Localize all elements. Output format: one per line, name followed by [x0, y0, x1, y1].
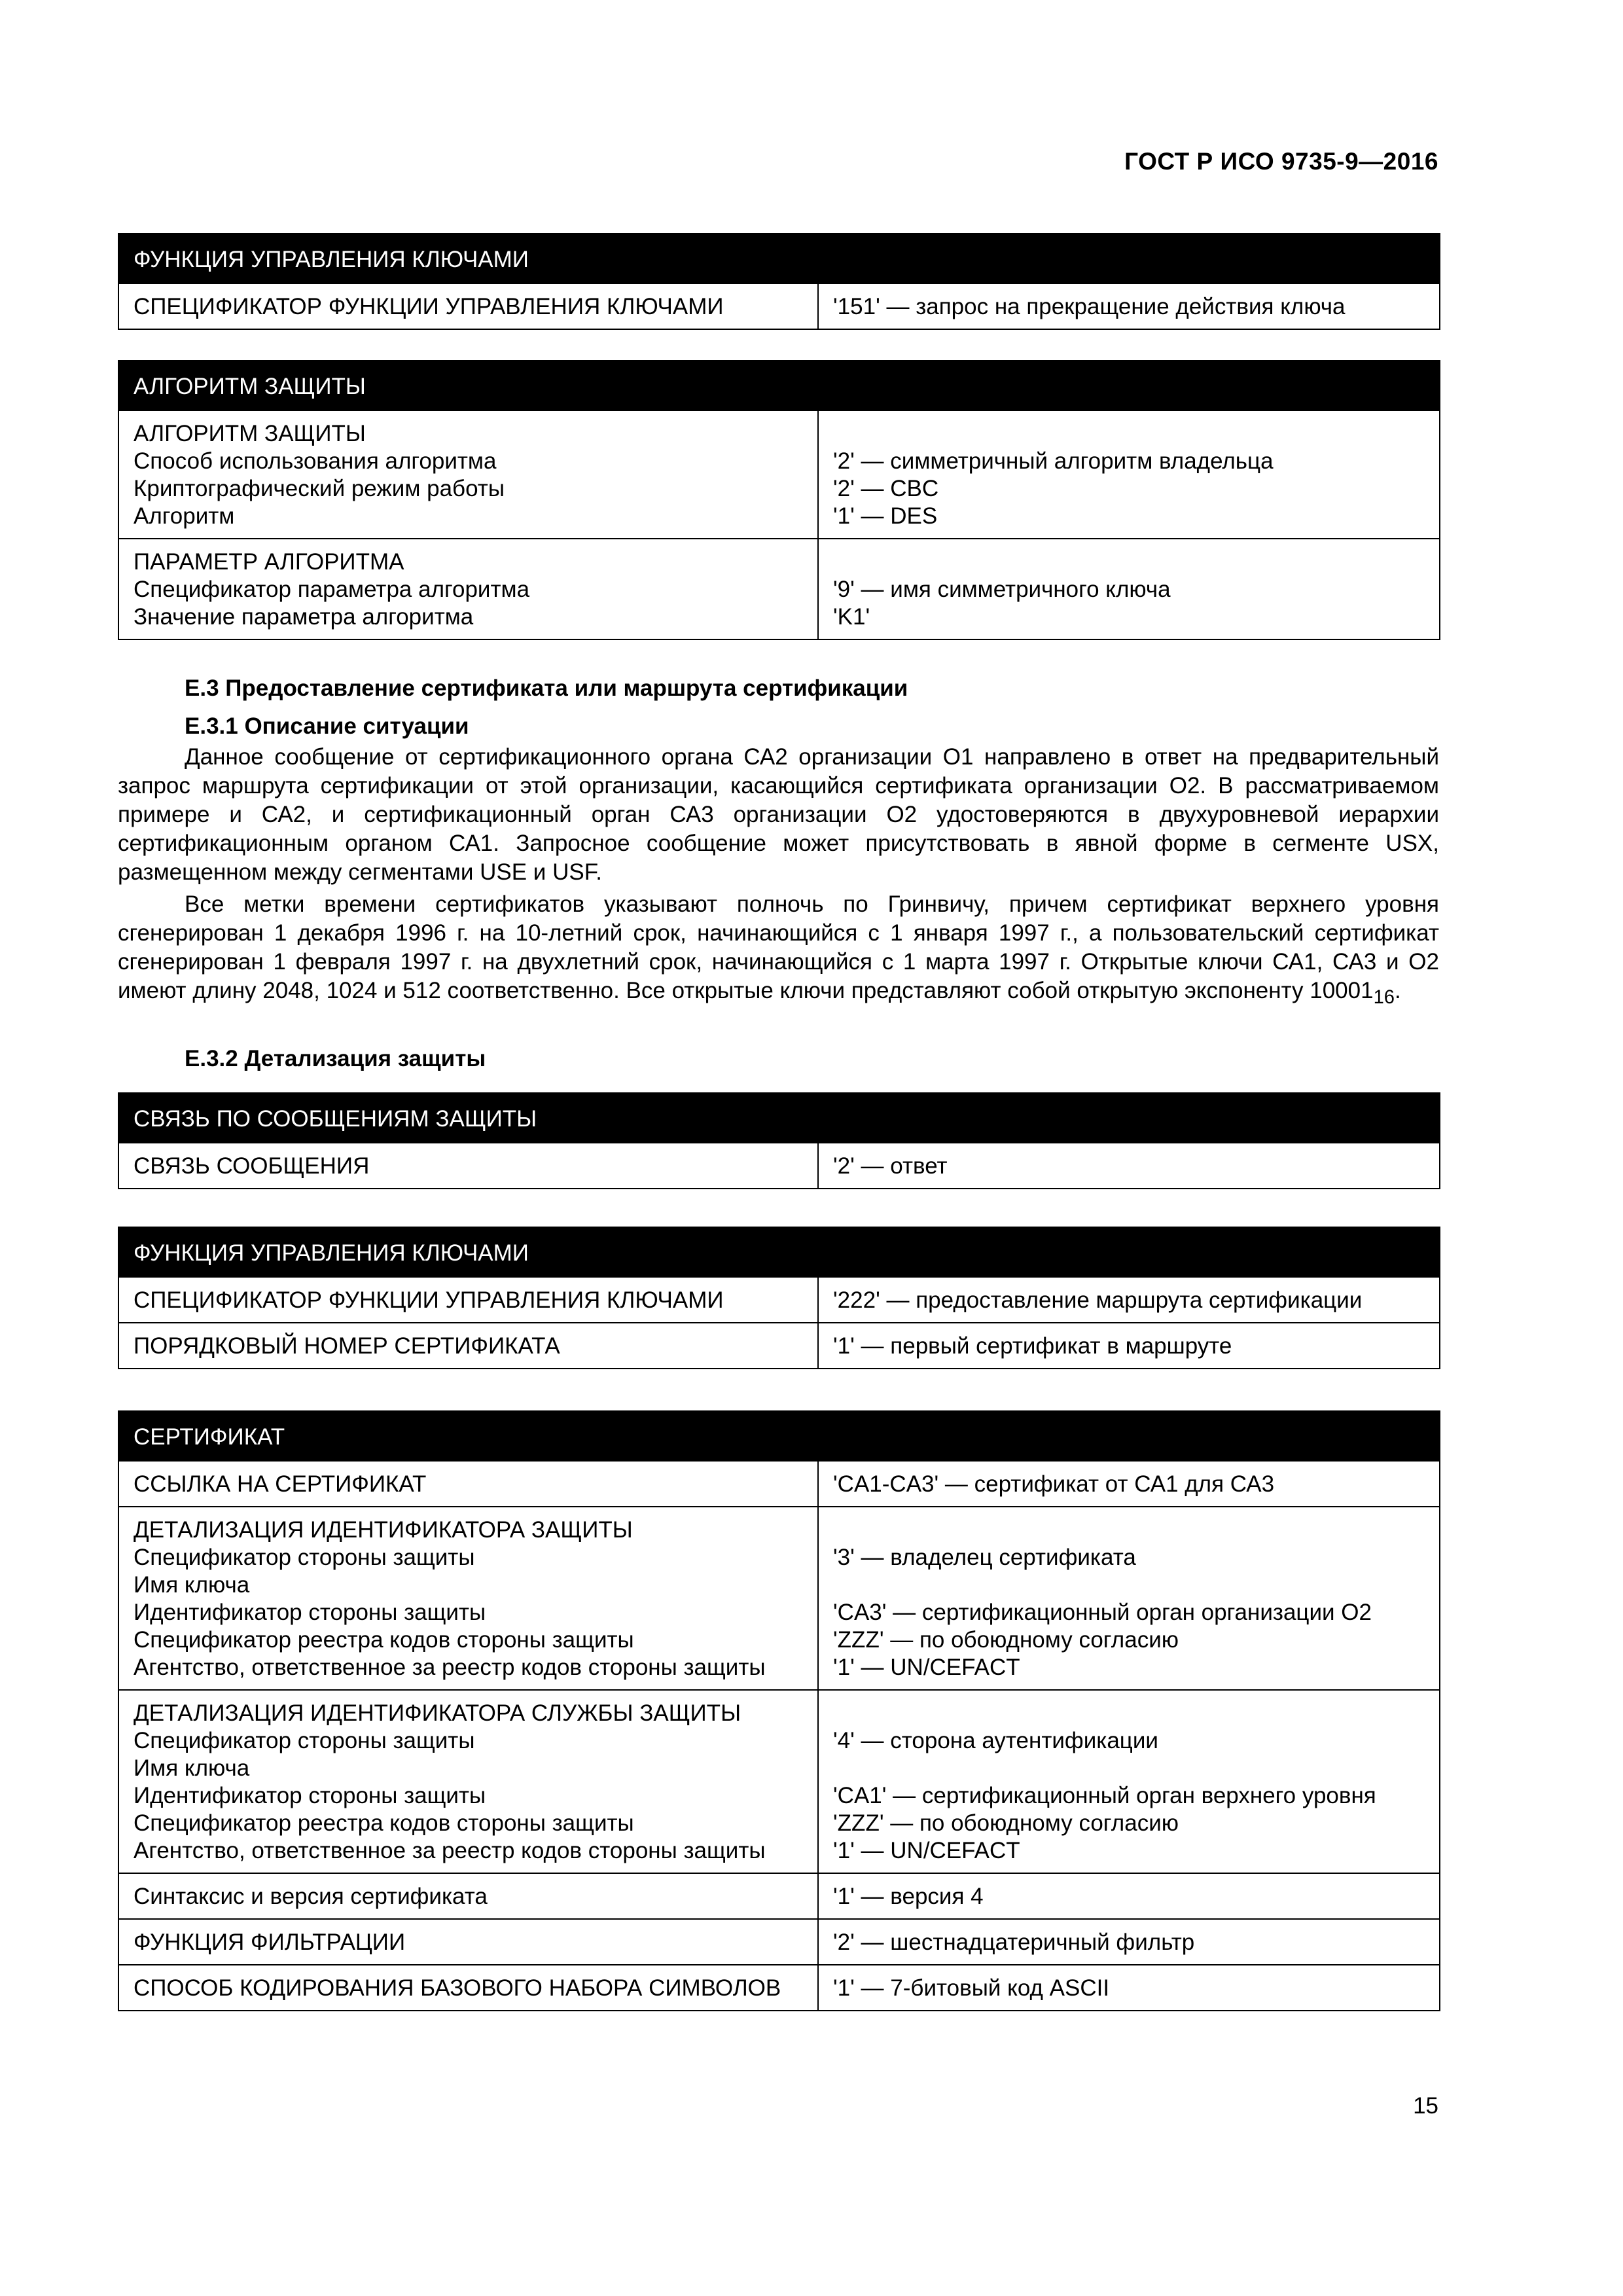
table-cell-left: ПАРАМЕТР АЛГОРИТМА Спецификатор параметра алгоритма Значение параметра алгоритма: [118, 539, 818, 639]
table-cell-left: СПОСОБ КОДИРОВАНИЯ БАЗОВОГО НАБОРА СИМВОЛОВ: [118, 1965, 818, 2011]
section-title-e3: Е.3 Предоставление сертификата или маршрута сертификации: [185, 675, 908, 701]
table-cell-left: АЛГОРИТМ ЗАЩИТЫ Способ использования алгоритма Криптографический режим работы Алгоритм: [118, 410, 818, 539]
paragraph-end: .: [1395, 978, 1401, 1003]
table-row: [118, 539, 1440, 639]
table-cell-left: Синтаксис и версия сертификата: [118, 1873, 818, 1919]
certificate-table: [118, 1410, 1440, 2011]
table-cell-right: '1' — 7-битовый код ASCII: [818, 1965, 1440, 2011]
exponent-value: 10001: [1310, 978, 1374, 1003]
security-message-relation-table: [118, 1092, 1440, 1189]
table-cell-left: СВЯЗЬ СООБЩЕНИЯ: [118, 1143, 818, 1189]
table-cell-right: '151' — запрос на прекращение действия ключа: [818, 283, 1440, 329]
exponent-base: 16: [1373, 987, 1395, 1008]
table-header-row: [118, 1411, 1440, 1461]
paragraph-text: Все метки времени сертификатов указывают полночь по Гринвичу, причем сертификат верхнего уровня сгенерирован 1 декабря 1996 г. на 10-летний срок, начинающийся с 1 января 1997 г., а пользовательский сертификат сгенерирован 1 февраля 1997 г. на двухлетний срок, начинающийся с 1 марта 1997 г. Открытые ключи СА1, СА3 и О2 имеют длину 2048, 1024 и 512 соответственно. Все открытые ключи представляют собой открытую экспоненту: [118, 891, 1439, 1003]
table-cell-right: '2' — симметричный алгоритм владельца '2' — CBC '1' — DES: [818, 410, 1440, 539]
document-code: ГОСТ Р ИСО 9735-9—2016: [1124, 148, 1438, 175]
table-header: СЕРТИФИКАТ: [118, 1411, 1440, 1461]
table-row: [118, 1919, 1440, 1965]
table-header: ФУНКЦИЯ УПРАВЛЕНИЯ КЛЮЧАМИ: [118, 1227, 1440, 1277]
table-cell-left: ПОРЯДКОВЫЙ НОМЕР СЕРТИФИКАТА: [118, 1323, 818, 1369]
table-cell-right: '1' — версия 4: [818, 1873, 1440, 1919]
table-cell-right: '4' — сторона аутентификации 'CA1' — сертификационный орган верхнего уровня 'ZZZ' — по обоюдному согласию '1' — UN/CEFACT: [818, 1690, 1440, 1873]
table-row: [118, 1461, 1440, 1507]
table-cell-right: '1' — первый сертификат в маршруте: [818, 1323, 1440, 1369]
table-cell-left: ФУНКЦИЯ ФИЛЬТРАЦИИ: [118, 1919, 818, 1965]
key-management-table-1: [118, 233, 1440, 330]
table-row: [118, 1143, 1440, 1189]
table-row: [118, 410, 1440, 539]
table-cell-left: ССЫЛКА НА СЕРТИФИКАТ: [118, 1461, 818, 1507]
table-row: [118, 1873, 1440, 1919]
table-cell-left: СПЕЦИФИКАТОР ФУНКЦИИ УПРАВЛЕНИЯ КЛЮЧАМИ: [118, 1277, 818, 1323]
table-cell-right: '3' — владелец сертификата 'CA3' — сертификационный орган организации О2 'ZZZ' — по обоюдному согласию '1' — UN/CEFACT: [818, 1507, 1440, 1690]
table-cell-right: '222' — предоставление маршрута сертификации: [818, 1277, 1440, 1323]
table-cell-right: 'CA1-CA3' — сертификат от СА1 для СА3: [818, 1461, 1440, 1507]
table-header: АЛГОРИТМ ЗАЩИТЫ: [118, 361, 1440, 410]
table-row: [118, 1965, 1440, 2011]
table-row: [118, 283, 1440, 329]
security-algorithm-table: [118, 360, 1440, 640]
paragraph-situation: Данное сообщение от сертификационного органа СА2 организации О1 направлено в ответ на предварительный запрос маршрута сертификации от этой организации, касающийся сертификата организации О2. В рассматриваемом примере и СА2, и сертификационный орган СА3 организации О2 удостоверяются в двухуровневой иерархии сертификационным органом СА1. Запросное сообщение может присутствовать в явной форме в сегменте USX, размещенном между сегментами USE и USF.: [118, 744, 1439, 885]
section-title-e32: Е.3.2 Детализация защиты: [185, 1046, 486, 1071]
table-header-row: [118, 234, 1440, 283]
table-header: СВЯЗЬ ПО СООБЩЕНИЯМ ЗАЩИТЫ: [118, 1093, 1440, 1143]
page-number: 15: [1413, 2093, 1438, 2119]
table-row: [118, 1277, 1440, 1323]
table-header-row: [118, 1093, 1440, 1143]
table-cell-left: ДЕТАЛИЗАЦИЯ ИДЕНТИФИКАТОРА СЛУЖБЫ ЗАЩИТЫ Спецификатор стороны защиты Имя ключа Идентификатор стороны защиты Спецификатор реестра кодов стороны защиты Агентство, ответственное за реестр кодов стороны защиты: [118, 1690, 818, 1873]
table-cell-right: '2' — ответ: [818, 1143, 1440, 1189]
table-cell-right: '2' — шестнадцатеричный фильтр: [818, 1919, 1440, 1965]
table-header-row: [118, 1227, 1440, 1277]
table-header: ФУНКЦИЯ УПРАВЛЕНИЯ КЛЮЧАМИ: [118, 234, 1440, 283]
table-cell-right: '9' — имя симметричного ключа 'K1': [818, 539, 1440, 639]
table-header-row: [118, 361, 1440, 410]
table-cell-left: СПЕЦИФИКАТОР ФУНКЦИИ УПРАВЛЕНИЯ КЛЮЧАМИ: [118, 283, 818, 329]
key-management-table-2: [118, 1227, 1440, 1369]
paragraph-timestamps: [118, 890, 1439, 1012]
table-row: [118, 1690, 1440, 1873]
table-row: [118, 1323, 1440, 1369]
table-cell-left: ДЕТАЛИЗАЦИЯ ИДЕНТИФИКАТОРА ЗАЩИТЫ Спецификатор стороны защиты Имя ключа Идентификатор стороны защиты Спецификатор реестра кодов стороны защиты Агентство, ответственное за реестр кодов стороны защиты: [118, 1507, 818, 1690]
table-row: [118, 1507, 1440, 1690]
section-title-e31: Е.3.1 Описание ситуации: [185, 713, 469, 739]
